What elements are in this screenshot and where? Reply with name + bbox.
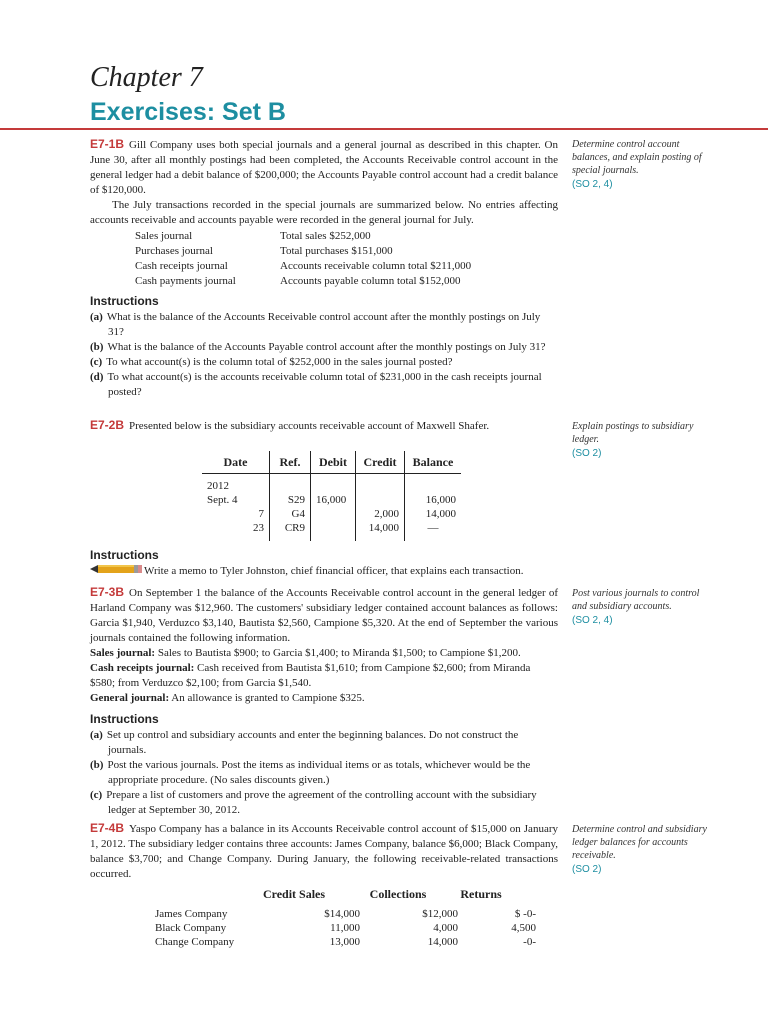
journal-label: Sales journal:: [90, 647, 156, 659]
exercise-e7-2b: [90, 418, 558, 434]
journal-label: General journal:: [90, 692, 170, 704]
journal-name: Sales journal: [135, 230, 193, 242]
exercise-text: On September 1 the balance of the Accounts Receivable control account in the general ledger of Harland Company was $12,960. The customers' subsidiary ledger contained account balances as follows: Garcia $1,940, Verduzco $3,140, Bautista $2,560, Campione $5,320. At the end of September the various journals contained the following information.: [90, 587, 558, 644]
exercise-e7-3b: [90, 585, 558, 706]
column-header: Balance: [405, 451, 462, 474]
study-objective: (SO 2, 4): [572, 179, 613, 190]
column-header: Credit: [356, 451, 405, 474]
exercise-id: E7-1B: [90, 137, 125, 151]
journal-summary: [135, 229, 471, 289]
journal-text: An allowance is granted to Campione $325.: [171, 692, 365, 704]
column-header: Collections: [369, 887, 427, 901]
margin-note-text: Explain postings to subsidiary ledger.: [572, 421, 694, 445]
transactions-header: [155, 887, 536, 901]
instruction-item: (a) Set up control and subsidiary accounts and enter the beginning balances. Do not construct the journals.: [90, 729, 519, 756]
instructions-heading: Instructions: [90, 294, 159, 308]
journal-name: Purchases journal: [135, 245, 213, 257]
column-header: Ref.: [270, 451, 311, 474]
journal-value: Total sales $252,000: [280, 230, 371, 242]
margin-note-e7-1b: [572, 138, 712, 191]
table-row: Sept. 4 S29 16,000 16,000: [202, 493, 461, 507]
title-rule: [0, 128, 768, 130]
chapter-heading: Chapter 7: [90, 62, 203, 93]
journal-label: Cash receipts journal:: [90, 662, 195, 674]
exercise-text: Gill Company uses both special journals and a general journal as described in this chapter. On June 30, after all monthly postings had been completed, the Accounts Receivable control account in the general ledger had a debit balance of $200,000; the Accounts Payable control account had a credit balance of $120,000.: [90, 139, 558, 196]
instructions-e7-1b: [90, 294, 558, 400]
study-objective: (SO 2, 4): [572, 615, 613, 626]
column-header: Returns: [460, 887, 502, 901]
journal-row: [135, 244, 471, 259]
journal-value: Total purchases $151,000: [280, 245, 393, 257]
ledger-header-row: [202, 451, 461, 474]
ledger-table: [202, 451, 461, 541]
exercise-id: E7-2B: [90, 418, 125, 432]
table-row: 23 CR9 14,000 —: [202, 521, 461, 541]
exercise-text: Presented below is the subsidiary accounts receivable account of Maxwell Shafer.: [129, 420, 490, 432]
journal-text: Sales to Bautista $900; to Garcia $1,400; to Miranda $1,500; to Campione $1,200.: [157, 647, 521, 659]
journal-row: [135, 259, 471, 274]
margin-note-e7-4b: [572, 823, 712, 876]
study-objective: (SO 2): [572, 864, 602, 875]
instructions-e7-3b: [90, 712, 558, 818]
instruction-item: (d) To what account(s) is the accounts receivable column total of $231,000 in the cash receipts journal posted?: [90, 371, 542, 398]
study-objective: (SO 2): [572, 448, 602, 459]
pencil-icon: [90, 564, 142, 579]
exercise-id: E7-3B: [90, 585, 125, 599]
instruction-item: (c) To what account(s) is the column total of $252,000 in the sales journal posted?: [90, 356, 453, 368]
exercise-e7-4b: [90, 821, 558, 882]
journal-row: [135, 229, 471, 244]
margin-note-text: Determine control account balances, and explain posting of special journals.: [572, 139, 702, 176]
margin-note-e7-2b: [572, 420, 712, 460]
table-row: James Company $14,000 $12,000 $ -0-: [155, 908, 536, 920]
instruction-item: (b) What is the balance of the Accounts Payable control account after the monthly postings on July 31?: [90, 341, 546, 353]
instruction-item: (a) What is the balance of the Accounts Receivable control account after the monthly postings on July 31?: [90, 311, 541, 338]
margin-note-text: Determine control and subsidiary ledger balances for accounts receivable.: [572, 824, 707, 861]
journal-value: Accounts payable column total $152,000: [280, 275, 461, 287]
table-row: Change Company 13,000 14,000 -0-: [155, 936, 536, 948]
exercise-text: Yaspo Company has a balance in its Accounts Receivable control account of $15,000 on January 1, 2012. The subsidiary ledger contains three accounts: James Company, balance $6,000; Black Company, balance $3,700; and Change Company. During January, the following receivable-related transactions occurred.: [90, 823, 558, 880]
instructions-heading: Instructions: [90, 712, 159, 726]
journal-value: Accounts receivable column total $211,000: [280, 260, 472, 272]
instructions-e7-2b: [90, 548, 558, 579]
transactions-table: [155, 887, 536, 949]
exercise-text: The July transactions recorded in the special journals are summarized below. No entries affecting accounts receivable and accounts payable were recorded in the general journal for July.: [90, 199, 558, 226]
margin-note-text: Post various journals to control and subsidiary accounts.: [572, 588, 700, 612]
instruction-item: (b) Post the various journals. Post the items as individual items or as totals, whichever would be the appropriate procedure. (No sales discounts given.): [90, 759, 531, 786]
table-row: Black Company 11,000 4,000 4,500: [155, 922, 536, 934]
instruction-item: (c) Prepare a list of customers and prove the agreement of the controlling account with the subsidiary ledger at September 30, 2012.: [90, 789, 537, 816]
exercise-id: E7-4B: [90, 821, 125, 835]
column-header: Date: [202, 451, 270, 474]
table-row: 7 G4 2,000 14,000: [202, 507, 461, 521]
journal-row: [135, 274, 471, 289]
instructions-heading: Instructions: [90, 548, 159, 562]
exercise-e7-1b: [90, 137, 558, 228]
margin-note-e7-3b: [572, 587, 712, 627]
memo-text: Write a memo to Tyler Johnston, chief financial officer, that explains each transaction.: [144, 565, 524, 578]
column-header: Credit Sales: [262, 887, 326, 901]
table-row: 2012: [202, 474, 461, 494]
journal-name: Cash payments journal: [135, 275, 236, 287]
journal-name: Cash receipts journal: [135, 260, 228, 272]
journal-text: Cash received from Bautista $1,610; from Campione $2,600; from Miranda $580; from Verduzco $2,100; from Garcia $1,540.: [90, 662, 531, 689]
column-header: Debit: [311, 451, 356, 474]
set-title: Exercises: Set B: [90, 98, 286, 126]
